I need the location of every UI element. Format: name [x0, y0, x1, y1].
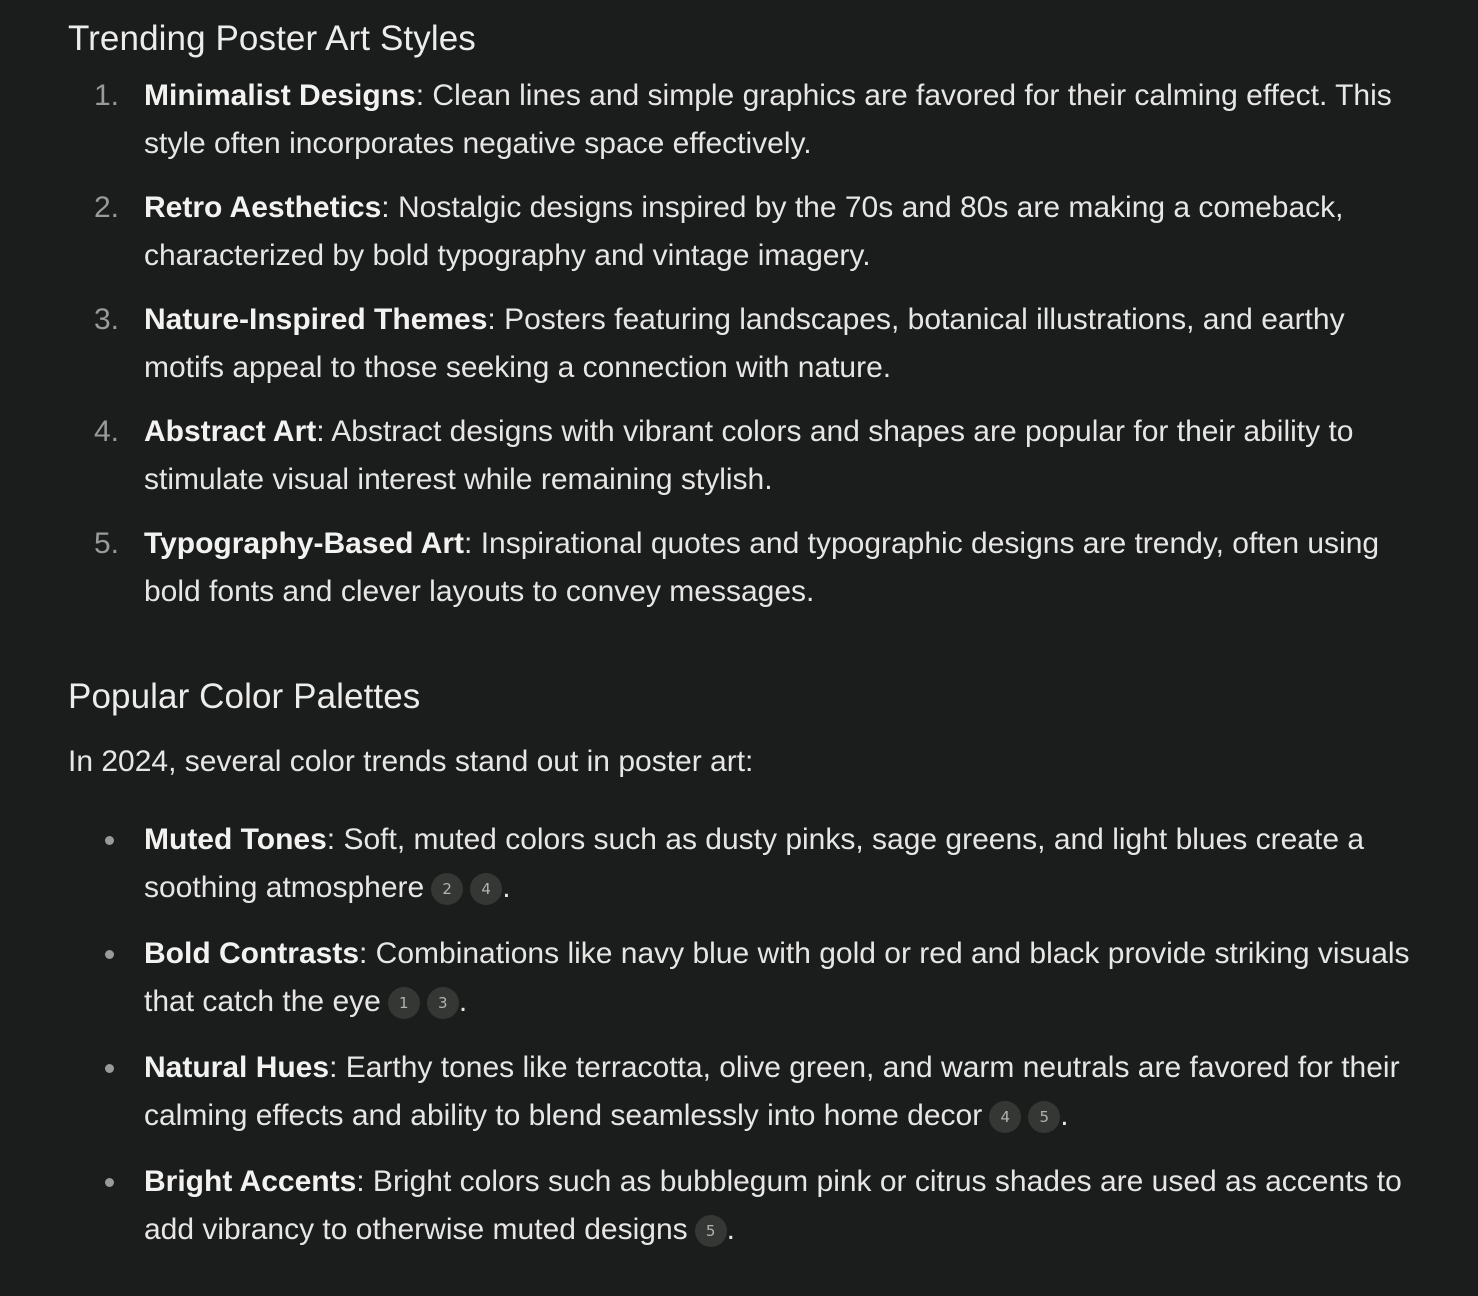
bullet-icon [105, 1064, 114, 1073]
item-description: : Earthy tones like terracotta, olive green, and warm neutrals are favored for their calming effects and ability to blend seamlessly into home decor [144, 1051, 1400, 1132]
citation-badge[interactable]: 4 [470, 873, 502, 905]
citation-badge[interactable]: 2 [431, 873, 463, 905]
list-number: 3. [94, 303, 120, 336]
bullet-icon [105, 950, 114, 959]
list-item [68, 1158, 1428, 1254]
item-term: Typography-Based Art [144, 527, 465, 560]
list-item [68, 816, 1428, 912]
color-palettes-list [68, 816, 1428, 1254]
citation-badge[interactable]: 4 [989, 1101, 1021, 1133]
item-description: : Clean lines and simple graphics are favored for their calming effect. This style often incorporates negative space effectively. [144, 79, 1392, 160]
item-end-punctuation: . [726, 1213, 735, 1246]
item-description: : Posters featuring landscapes, botanical illustrations, and earthy motifs appeal to those seeking a connection with nature. [144, 303, 1345, 384]
bullet-icon [105, 1178, 114, 1187]
item-end-punctuation: . [1060, 1099, 1069, 1132]
item-term: Abstract Art [144, 415, 317, 448]
item-term: Minimalist Designs [144, 79, 416, 112]
list-item [68, 296, 1428, 392]
item-term: Bold Contrasts [144, 937, 360, 970]
list-item [68, 72, 1428, 168]
item-term: Natural Hues [144, 1051, 330, 1084]
list-number: 2. [94, 191, 120, 224]
item-term: Bright Accents [144, 1165, 357, 1198]
list-number: 1. [94, 79, 120, 112]
list-item [68, 184, 1428, 280]
item-description: : Bright colors such as bubblegum pink or citrus shades are used as accents to add vibrancy to otherwise muted designs [144, 1165, 1402, 1246]
citation-badge[interactable]: 3 [427, 987, 459, 1019]
item-term: Retro Aesthetics [144, 191, 382, 224]
item-end-punctuation: . [458, 985, 468, 1018]
section-intro: In 2024, several color trends stand out in poster art: [68, 745, 754, 778]
bullet-icon [105, 836, 114, 845]
list-number: 4. [94, 415, 120, 448]
citation-badge[interactable]: 5 [1028, 1101, 1060, 1133]
list-item [68, 930, 1428, 1026]
citation-badge[interactable]: 1 [388, 987, 420, 1019]
item-description: : Soft, muted colors such as dusty pinks, sage greens, and light blues create a soothing atmosphere [144, 823, 1365, 904]
list-number: 5. [94, 527, 120, 560]
item-term: Muted Tones [144, 823, 327, 856]
item-description: : Inspirational quotes and typographic designs are trendy, often using bold fonts and clever layouts to convey messages. [144, 527, 1380, 608]
item-end-punctuation: . [502, 871, 511, 904]
item-description: : Abstract designs with vibrant colors and shapes are popular for their ability to stimulate visual interest while remaining stylish. [144, 415, 1354, 496]
item-description: : Combinations like navy blue with gold or red and black provide striking visuals that catch the eye [144, 937, 1410, 1018]
item-term: Nature-Inspired Themes [144, 303, 488, 336]
list-item [68, 408, 1428, 504]
poster-styles-list [68, 72, 1428, 616]
citation-badge[interactable]: 5 [695, 1215, 727, 1247]
section-heading-color-palettes: Popular Color Palettes [68, 677, 421, 716]
list-item [68, 520, 1428, 616]
item-description: : Nostalgic designs inspired by the 70s and 80s are making a comeback, characterized by bold typography and vintage imagery. [144, 191, 1344, 272]
section-heading-poster-art-styles: Trending Poster Art Styles [68, 19, 476, 58]
list-item [68, 1044, 1428, 1140]
